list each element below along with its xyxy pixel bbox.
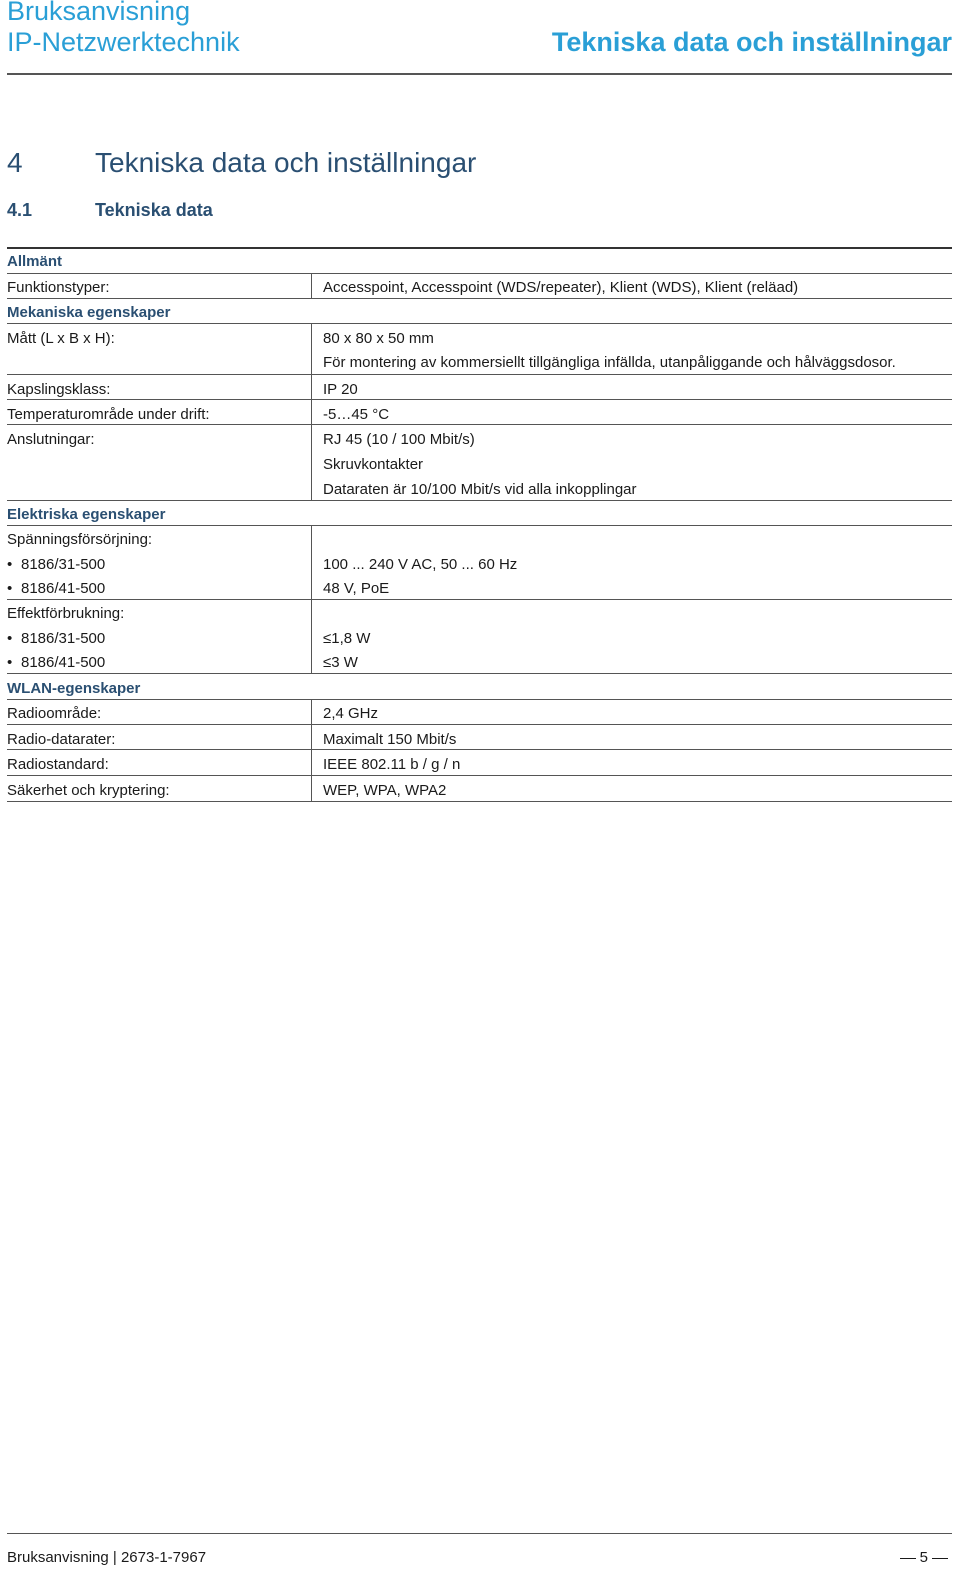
subchapter-title: Tekniska data: [95, 200, 213, 220]
footer-divider: [7, 1533, 952, 1534]
temperature-label: Temperaturområde under drift:: [7, 406, 210, 423]
footer-doc-title: Bruksanvisning: [7, 1549, 109, 1566]
dimensions-note: För montering av kommersiellt tillgängliga infällda, utanpåliggande och hålväggsdosor.: [323, 354, 896, 371]
connections-label: Anslutningar:: [7, 431, 95, 448]
connections-value-2: Skruvkontakter: [323, 456, 424, 473]
table-top-rule: [7, 247, 952, 249]
page-dash-left: [900, 1558, 916, 1559]
footer-document-info: [7, 1549, 206, 1567]
radio-standard-label: Radiostandard:: [7, 756, 109, 773]
row-divider: [7, 424, 952, 425]
column-divider: [311, 699, 312, 801]
function-types-value: Accesspoint, Accesspoint (WDS/repeater), Klient (WDS), Klient (reläad): [323, 279, 799, 296]
row-divider: [7, 374, 952, 375]
power-supply-value: 100 ... 240 V AC, 50 ... 60 Hz: [323, 556, 518, 573]
row-divider: [7, 399, 952, 400]
security-value: WEP, WPA, WPA2: [323, 782, 447, 799]
connections-value-3: Dataraten är 10/100 Mbit/s vid alla inkopplingar: [323, 481, 637, 498]
dimensions-label: Mått (L x B x H):: [7, 330, 115, 347]
row-divider: [7, 724, 952, 725]
column-divider: [311, 273, 312, 298]
document-header: [7, 0, 240, 58]
section-heading-wlan: WLAN-egenskaper: [7, 680, 141, 697]
manual-title: Bruksanvisning: [7, 0, 191, 26]
radio-rates-label: Radio-datarater:: [7, 731, 116, 748]
protection-class-label: Kapslingsklass:: [7, 381, 111, 398]
subchapter-number: 4.1: [7, 200, 33, 220]
row-divider: [7, 699, 952, 700]
radio-band-label: Radioområde:: [7, 705, 102, 722]
footer-page-info: [896, 1549, 952, 1567]
chapter-title: Tekniska data och inställningar: [95, 147, 477, 178]
page-dash-right: [932, 1558, 948, 1559]
footer-separator: |: [112, 1549, 117, 1566]
power-consumption-label: Effektförbrukning:: [7, 605, 125, 622]
radio-band-value: 2,4 GHz: [323, 705, 379, 722]
section-heading-electrical: Elektriska egenskaper: [7, 506, 166, 523]
power-consumption-model: • 8186/41-500: [21, 654, 105, 672]
connections-value-1: RJ 45 (10 / 100 Mbit/s): [323, 431, 475, 448]
power-consumption-value: ≤3 W: [323, 654, 358, 671]
power-supply-value: 48 V, PoE: [323, 580, 390, 597]
row-divider: [7, 323, 952, 324]
security-label: Säkerhet och kryptering:: [7, 782, 170, 799]
row-divider: [7, 298, 952, 299]
function-types-label: Funktionstyper:: [7, 279, 110, 296]
protection-class-value: IP 20: [323, 381, 358, 398]
row-divider: [7, 599, 952, 600]
radio-rates-value: Maximalt 150 Mbit/s: [323, 731, 457, 748]
column-divider: [311, 525, 312, 673]
power-supply-model: • 8186/31-500: [21, 556, 105, 574]
page-number: 5: [919, 1549, 928, 1566]
row-divider: [7, 749, 952, 750]
running-section-title: Tekniska data och inställningar: [551, 27, 952, 57]
chapter-number: 4: [7, 147, 23, 178]
table-bottom-rule: [7, 801, 952, 802]
dimensions-value: 80 x 80 x 50 mm: [323, 330, 434, 347]
product-family: IP-Netzwerktechnik: [7, 27, 240, 57]
row-divider: [7, 673, 952, 674]
power-consumption-value: ≤1,8 W: [323, 630, 371, 647]
power-supply-label: Spänningsförsörjning:: [7, 531, 153, 548]
row-divider: [7, 775, 952, 776]
row-divider: [7, 525, 952, 526]
radio-standard-value: IEEE 802.11 b / g / n: [323, 756, 461, 773]
header-divider: [7, 73, 952, 75]
power-supply-model: • 8186/41-500: [21, 580, 105, 598]
column-divider: [311, 323, 312, 500]
row-divider: [7, 273, 952, 274]
section-heading-mechanical: Mekaniska egenskaper: [7, 304, 171, 321]
power-consumption-model: • 8186/31-500: [21, 630, 105, 648]
footer-doc-number: 2673-1-7967: [120, 1549, 207, 1566]
section-heading-general: Allmänt: [7, 253, 63, 270]
temperature-value: -5…45 °C: [323, 406, 390, 423]
row-divider: [7, 500, 952, 501]
